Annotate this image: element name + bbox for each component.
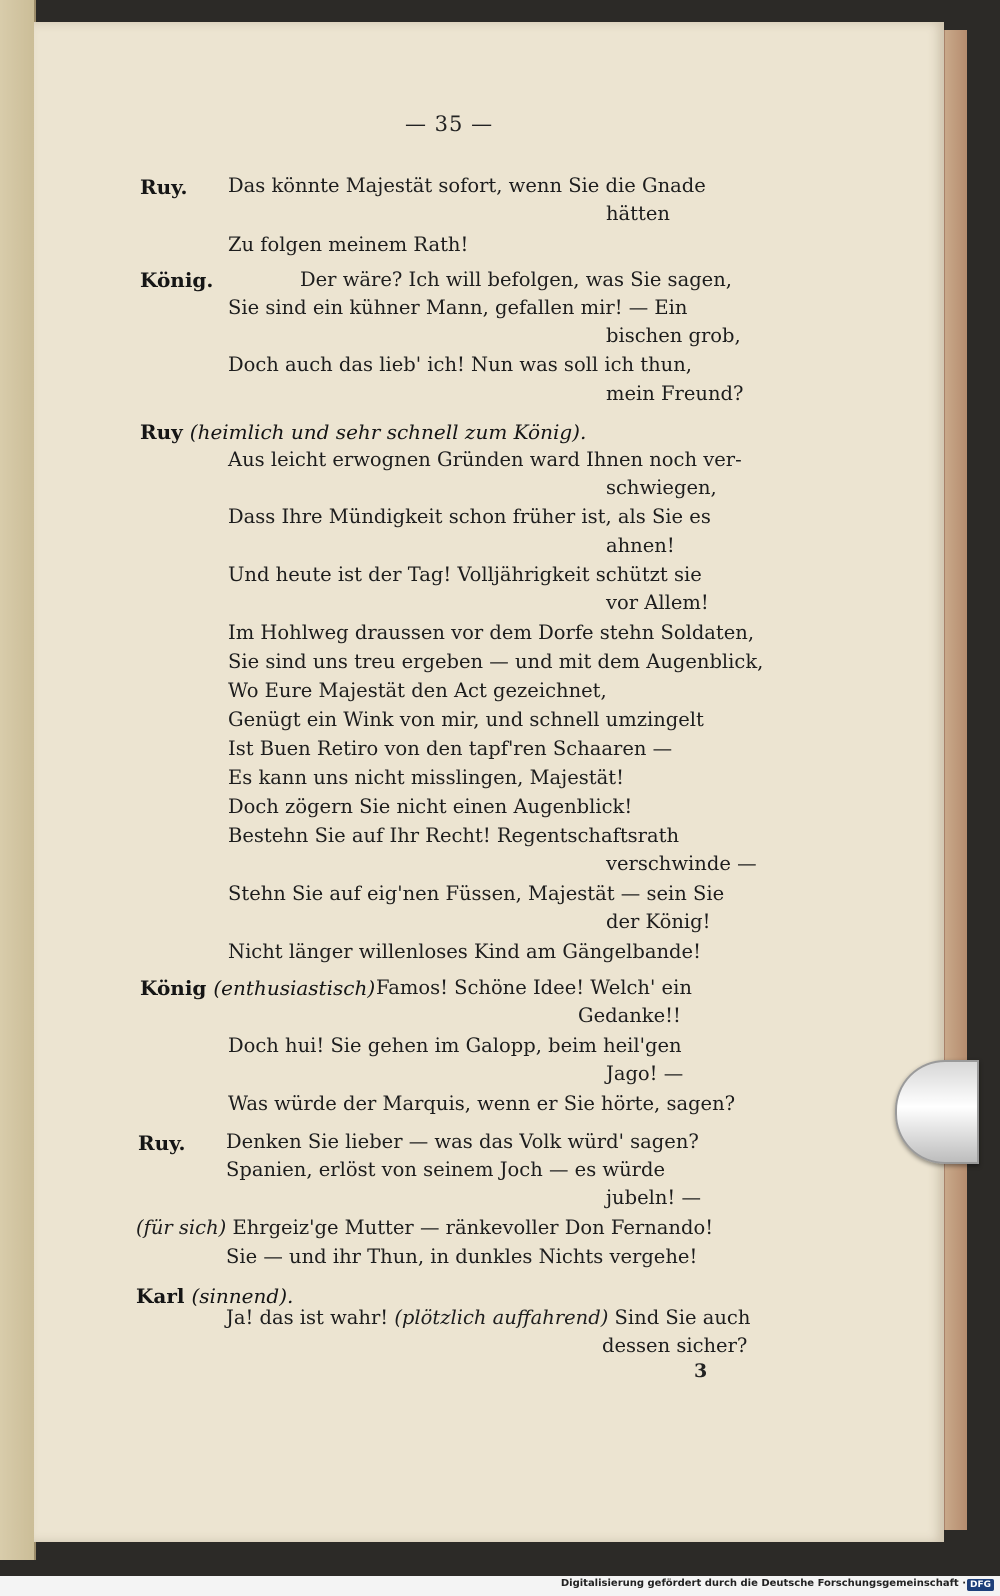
- verse-line: Es kann uns nicht misslingen, Majestät!: [228, 766, 624, 789]
- dfg-logo: DFG: [967, 1579, 994, 1591]
- verse-line: Sie sind ein kühner Mann, gefallen mir! — Ein: [228, 296, 688, 319]
- verse-line: bischen grob,: [606, 324, 741, 347]
- footer-credit: Digitalisierung gefördert durch die Deutsche Forschungsgemeinschaft ·: [560, 1578, 966, 1589]
- speaker-name: Karl: [136, 1284, 185, 1308]
- verse-line: hätten: [606, 202, 670, 225]
- page-stack-edge: [944, 30, 967, 1530]
- speaker-label: [136, 1284, 293, 1308]
- verse-line: Doch hui! Sie gehen im Galopp, beim heil'gen: [228, 1034, 682, 1057]
- verse-line: Denken Sie lieber — was das Volk würd' sagen?: [226, 1130, 699, 1153]
- stage-direction: (sinnend).: [191, 1284, 294, 1308]
- speaker-label: [140, 976, 375, 1000]
- verse-line: Zu folgen meinem Rath!: [228, 233, 469, 256]
- verse-line: [136, 1216, 713, 1239]
- verse-line: Das könnte Majestät sofort, wenn Sie die Gnade: [228, 174, 706, 197]
- verse-line: Was würde der Marquis, wenn er Sie hörte, sagen?: [228, 1092, 736, 1115]
- verse-line: Gedanke!!: [578, 1004, 681, 1027]
- speaker-label: Ruy.: [138, 1131, 186, 1155]
- verse-line: dessen sicher?: [602, 1334, 748, 1357]
- verse-line: mein Freund?: [606, 382, 744, 405]
- verse-line: Der wäre? Ich will befolgen, was Sie sagen,: [300, 268, 732, 291]
- stage-direction: (heimlich und sehr schnell zum König).: [189, 420, 587, 444]
- verse-line: Dass Ihre Mündigkeit schon früher ist, als Sie es: [228, 505, 711, 528]
- verse-line: schwiegen,: [606, 476, 717, 499]
- verse-line: der König!: [606, 910, 711, 933]
- verse-text: Ehrgeiz'ge Mutter — ränkevoller Don Fernando!: [232, 1216, 714, 1239]
- stage-direction: (enthusiastisch): [213, 976, 376, 1000]
- verse-line: Ist Buen Retiro von den tapf'ren Schaaren —: [228, 737, 673, 760]
- verse-line: Sie — und ihr Thun, in dunkles Nichts vergehe!: [226, 1245, 698, 1268]
- verse-line: Im Hohlweg draussen vor dem Dorfe stehn Soldaten,: [228, 621, 755, 644]
- verse-line: Stehn Sie auf eig'nen Füssen, Majestät — sein Sie: [228, 882, 725, 905]
- verse-line: jubeln! —: [606, 1186, 701, 1209]
- verse-line: vor Allem!: [606, 591, 709, 614]
- verse-line: verschwinde —: [606, 852, 757, 875]
- speaker-label: Ruy.: [140, 175, 188, 199]
- speaker-name: König: [140, 976, 207, 1000]
- verse-line: Sie sind uns treu ergeben — und mit dem Augenblick,: [228, 650, 764, 673]
- verse-line: Doch auch das lieb' ich! Nun was soll ich thun,: [228, 353, 692, 376]
- verse-line: Und heute ist der Tag! Volljährigkeit schützt sie: [228, 563, 702, 586]
- verse-line: Bestehn Sie auf Ihr Recht! Regentschaftsrath: [228, 824, 680, 847]
- stage-direction: (für sich): [136, 1216, 227, 1239]
- verse-line: Spanien, erlöst von seinem Joch — es würde: [226, 1158, 665, 1181]
- speaker-name: Ruy: [140, 420, 183, 444]
- verse-line: Jago! —: [606, 1062, 684, 1085]
- stage-direction: (plötzlich auffahrend): [394, 1306, 609, 1329]
- left-page-edge: [0, 0, 36, 1560]
- verse-text: Sind Sie auch: [614, 1306, 751, 1329]
- verse-line: Wo Eure Majestät den Act gezeichnet,: [228, 679, 607, 702]
- speaker-label: König.: [140, 268, 214, 292]
- speaker-label: [140, 420, 586, 444]
- verse-line: Aus leicht erwognen Gründen ward Ihnen noch ver-: [228, 448, 742, 471]
- verse-line: Nicht länger willenloses Kind am Gängelbande!: [228, 940, 701, 963]
- verse-line: Doch zögern Sie nicht einen Augenblick!: [228, 795, 633, 818]
- verse-line: Famos! Schöne Idee! Welch' ein: [376, 976, 692, 999]
- verse-line: ahnen!: [606, 534, 675, 557]
- verse-text: Ja! das ist wahr!: [226, 1306, 389, 1329]
- verse-line: [226, 1306, 750, 1329]
- page-number: — 35 —: [405, 112, 494, 136]
- signature-mark: 3: [694, 1360, 708, 1382]
- verse-line: Genügt ein Wink von mir, und schnell umzingelt: [228, 708, 704, 731]
